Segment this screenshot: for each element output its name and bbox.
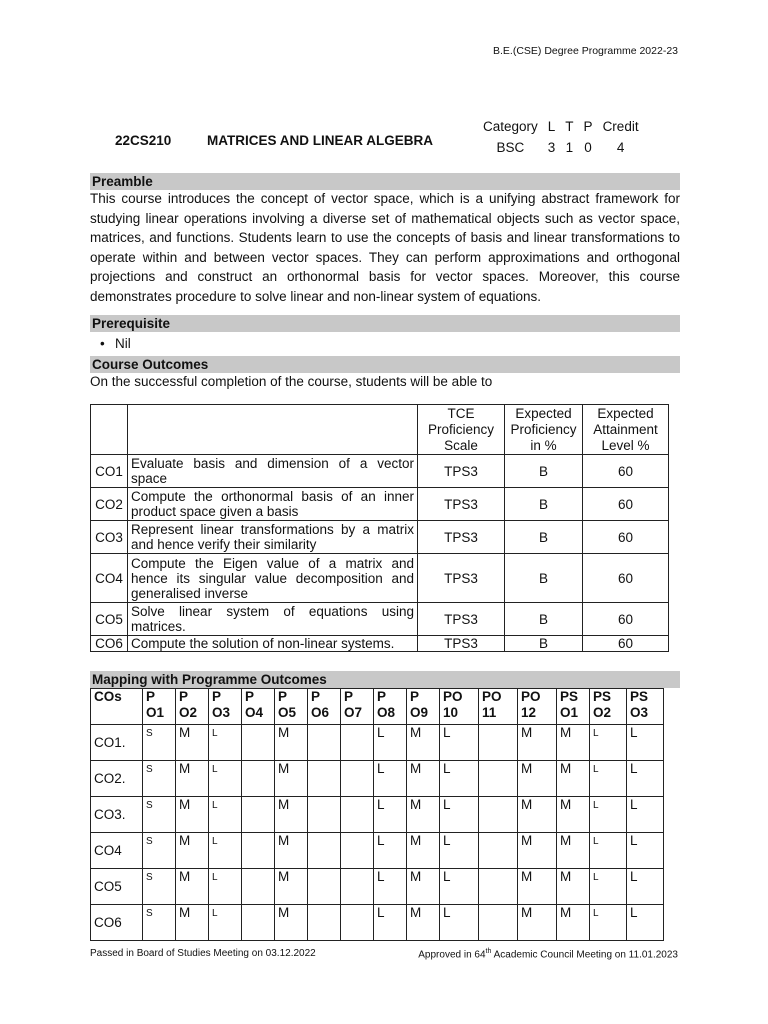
- mapping-level-cell: L: [440, 869, 479, 905]
- prerequisite-heading: Prerequisite: [90, 315, 680, 332]
- co-row: [91, 488, 669, 521]
- mapping-level-cell: L: [374, 761, 407, 797]
- mapping-level-cell: S: [143, 905, 176, 941]
- mapping-level-cell: L: [374, 869, 407, 905]
- co-description: Compute the solution of non-linear systems.: [128, 636, 418, 652]
- mapping-co-id: CO2.: [91, 761, 143, 797]
- co-expected-proficiency: B: [505, 488, 583, 521]
- category-label: Category: [483, 119, 538, 134]
- mapping-row: [91, 797, 664, 833]
- mapping-col-outcome: P O3: [209, 689, 242, 725]
- mapping-level-cell: [341, 833, 374, 869]
- mapping-level-cell: L: [440, 761, 479, 797]
- course-outcomes-heading: Course Outcomes: [90, 356, 680, 373]
- mapping-level-cell: L: [590, 725, 627, 761]
- t-value: 1: [565, 140, 574, 155]
- mapping-level-cell: M: [275, 725, 308, 761]
- mapping-co-id: CO1.: [91, 725, 143, 761]
- mapping-level-cell: L: [440, 905, 479, 941]
- co-col-proficiency: Expected Proficiency in %: [505, 405, 583, 455]
- mapping-col-outcome: PS O1: [557, 689, 590, 725]
- mapping-col-outcome: P O4: [242, 689, 275, 725]
- mapping-level-cell: [308, 869, 341, 905]
- category-credit-table: [478, 116, 644, 158]
- preamble-heading: Preamble: [90, 173, 680, 190]
- co-tce-scale: TPS3: [418, 488, 505, 521]
- mapping-co-id: CO4: [91, 833, 143, 869]
- co-tce-scale: TPS3: [418, 455, 505, 488]
- mapping-level-cell: M: [407, 833, 440, 869]
- mapping-row: [91, 725, 664, 761]
- mapping-level-cell: [479, 797, 518, 833]
- mapping-level-cell: M: [176, 833, 209, 869]
- mapping-level-cell: L: [627, 797, 664, 833]
- co-expected-proficiency: B: [505, 455, 583, 488]
- p-value: 0: [584, 140, 592, 155]
- mapping-level-cell: S: [143, 833, 176, 869]
- mapping-level-cell: S: [143, 797, 176, 833]
- co-description: Evaluate basis and dimension of a vector space: [128, 455, 418, 488]
- mapping-level-cell: L: [590, 761, 627, 797]
- mapping-col-outcome: PO 11: [479, 689, 518, 725]
- mapping-level-cell: L: [209, 797, 242, 833]
- co-expected-proficiency: B: [505, 636, 583, 652]
- mapping-level-cell: [479, 869, 518, 905]
- co-description: Compute the Eigen value of a matrix and hence its singular value decomposition and generalised inverse: [128, 554, 418, 603]
- mapping-co-id: CO6: [91, 905, 143, 941]
- mapping-level-cell: [341, 797, 374, 833]
- mapping-col-outcome: P O2: [176, 689, 209, 725]
- mapping-level-cell: M: [518, 725, 557, 761]
- co-id: CO5: [91, 603, 128, 636]
- mapping-level-cell: M: [176, 797, 209, 833]
- mapping-level-cell: M: [275, 869, 308, 905]
- co-id: CO4: [91, 554, 128, 603]
- co-header-row: [91, 405, 669, 455]
- mapping-row: [91, 869, 664, 905]
- mapping-level-cell: S: [143, 725, 176, 761]
- mapping-col-outcome: PO 12: [518, 689, 557, 725]
- mapping-level-cell: M: [518, 905, 557, 941]
- mapping-col-outcome: P O9: [407, 689, 440, 725]
- mapping-level-cell: [479, 725, 518, 761]
- mapping-level-cell: M: [518, 761, 557, 797]
- mapping-level-cell: [242, 869, 275, 905]
- mapping-level-cell: [341, 869, 374, 905]
- mapping-level-cell: M: [275, 833, 308, 869]
- mapping-level-cell: M: [176, 905, 209, 941]
- mapping-level-cell: [308, 761, 341, 797]
- mapping-level-cell: [479, 833, 518, 869]
- mapping-level-cell: M: [518, 833, 557, 869]
- mapping-level-cell: M: [557, 761, 590, 797]
- mapping-level-cell: L: [627, 905, 664, 941]
- co-row: [91, 636, 669, 652]
- mapping-level-cell: L: [374, 725, 407, 761]
- co-id: CO2: [91, 488, 128, 521]
- mapping-level-cell: [242, 761, 275, 797]
- mapping-col-outcome: PS O3: [627, 689, 664, 725]
- mapping-level-cell: [242, 905, 275, 941]
- mapping-level-cell: S: [143, 869, 176, 905]
- mapping-level-cell: S: [143, 761, 176, 797]
- mapping-level-cell: [308, 725, 341, 761]
- mapping-col-outcome: P O8: [374, 689, 407, 725]
- course-outcomes-table: [90, 404, 669, 652]
- p-label: P: [583, 119, 593, 134]
- mapping-level-cell: M: [557, 869, 590, 905]
- mapping-level-cell: L: [209, 905, 242, 941]
- mapping-level-cell: L: [590, 833, 627, 869]
- mapping-level-cell: L: [374, 905, 407, 941]
- mapping-row: [91, 761, 664, 797]
- co-row: [91, 603, 669, 636]
- co-id: CO3: [91, 521, 128, 554]
- mapping-level-cell: M: [407, 725, 440, 761]
- mapping-level-cell: L: [440, 725, 479, 761]
- mapping-level-cell: L: [590, 797, 627, 833]
- mapping-col-outcome: PO 10: [440, 689, 479, 725]
- co-tce-scale: TPS3: [418, 554, 505, 603]
- mapping-level-cell: M: [557, 725, 590, 761]
- co-id: CO6: [91, 636, 128, 652]
- mapping-row: [91, 833, 664, 869]
- co-attainment-level: 60: [583, 636, 669, 652]
- mapping-col-outcome: P O5: [275, 689, 308, 725]
- prerequisite-item: • Nil: [115, 336, 131, 351]
- mapping-co-id: CO3.: [91, 797, 143, 833]
- mapping-level-cell: M: [407, 905, 440, 941]
- mapping-level-cell: [341, 725, 374, 761]
- co-tce-scale: TPS3: [418, 603, 505, 636]
- mapping-level-cell: [242, 797, 275, 833]
- mapping-level-cell: M: [518, 797, 557, 833]
- po-mapping-table: [90, 688, 664, 941]
- co-attainment-level: 60: [583, 554, 669, 603]
- mapping-level-cell: M: [407, 761, 440, 797]
- mapping-level-cell: L: [374, 797, 407, 833]
- mapping-level-cell: L: [627, 869, 664, 905]
- co-attainment-level: 60: [583, 603, 669, 636]
- course-title: MATRICES AND LINEAR ALGEBRA: [207, 133, 433, 148]
- mapping-level-cell: L: [209, 761, 242, 797]
- credit-value: 4: [616, 140, 625, 155]
- mapping-heading: Mapping with Programme Outcomes: [90, 671, 680, 688]
- mapping-level-cell: M: [407, 797, 440, 833]
- course-outcomes-intro: On the successful completion of the course, students will be able to: [90, 374, 493, 389]
- mapping-level-cell: [308, 833, 341, 869]
- co-col-desc: [128, 405, 418, 455]
- co-attainment-level: 60: [583, 488, 669, 521]
- mapping-level-cell: L: [440, 833, 479, 869]
- mapping-level-cell: M: [275, 905, 308, 941]
- mapping-header-row: [91, 689, 664, 725]
- mapping-level-cell: L: [209, 725, 242, 761]
- mapping-level-cell: [308, 905, 341, 941]
- co-tce-scale: TPS3: [418, 521, 505, 554]
- co-description: Solve linear system of equations using matrices.: [128, 603, 418, 636]
- mapping-row: [91, 905, 664, 941]
- mapping-level-cell: L: [627, 725, 664, 761]
- co-col-id: [91, 405, 128, 455]
- mapping-level-cell: M: [557, 797, 590, 833]
- co-col-scale: TCE Proficiency Scale: [418, 405, 505, 455]
- mapping-level-cell: L: [209, 833, 242, 869]
- mapping-co-id: CO5: [91, 869, 143, 905]
- co-expected-proficiency: B: [505, 603, 583, 636]
- l-label: L: [547, 119, 556, 134]
- mapping-level-cell: M: [176, 725, 209, 761]
- co-attainment-level: 60: [583, 521, 669, 554]
- mapping-level-cell: M: [275, 761, 308, 797]
- mapping-level-cell: M: [176, 869, 209, 905]
- mapping-level-cell: M: [518, 869, 557, 905]
- mapping-level-cell: M: [275, 797, 308, 833]
- t-label: T: [565, 119, 574, 134]
- programme-header: B.E.(CSE) Degree Programme 2022-23: [493, 45, 678, 57]
- mapping-level-cell: L: [590, 905, 627, 941]
- mapping-level-cell: [341, 905, 374, 941]
- co-expected-proficiency: B: [505, 521, 583, 554]
- mapping-level-cell: M: [557, 905, 590, 941]
- preamble-text: This course introduces the concept of vector space, which is a unifying abstract framework for studying linear operations involving a diverse set of mathematical objects such as vector space, matrices, and functions. Students learn to use the concepts of basis and linear transformations to operate within and between vector spaces. They can perform approximations and orthogonal projections and construct an orthonormal basis for vector spaces. Moreover, this course demonstrates procedure to solve linear and non-linear system of equations.: [90, 191, 680, 304]
- mapping-col-outcome: P O1: [143, 689, 176, 725]
- mapping-col-cos: COs: [91, 689, 143, 725]
- mapping-level-cell: [341, 761, 374, 797]
- co-tce-scale: TPS3: [418, 636, 505, 652]
- mapping-level-cell: [479, 761, 518, 797]
- co-description: Represent linear transformations by a matrix and hence verify their similarity: [128, 521, 418, 554]
- mapping-level-cell: L: [627, 833, 664, 869]
- co-expected-proficiency: B: [505, 554, 583, 603]
- co-description: Compute the orthonormal basis of an inner product space given a basis: [128, 488, 418, 521]
- mapping-level-cell: M: [557, 833, 590, 869]
- footer-bos-meeting: Passed in Board of Studies Meeting on 03.12.2022: [90, 948, 316, 959]
- l-value: 3: [547, 140, 556, 155]
- mapping-level-cell: L: [209, 869, 242, 905]
- mapping-level-cell: [242, 725, 275, 761]
- co-row: [91, 521, 669, 554]
- mapping-level-cell: [308, 797, 341, 833]
- mapping-level-cell: M: [407, 869, 440, 905]
- credit-label: Credit: [602, 119, 639, 134]
- mapping-col-outcome: P O6: [308, 689, 341, 725]
- category-value: BSC: [496, 140, 525, 155]
- mapping-col-outcome: P O7: [341, 689, 374, 725]
- mapping-level-cell: L: [440, 797, 479, 833]
- co-col-attainment: Expected Attainment Level %: [583, 405, 669, 455]
- mapping-level-cell: [479, 905, 518, 941]
- footer-council-meeting: Approved in 64th Academic Council Meeting on 11.01.2023: [418, 948, 678, 961]
- mapping-level-cell: L: [627, 761, 664, 797]
- mapping-level-cell: L: [374, 833, 407, 869]
- co-attainment-level: 60: [583, 455, 669, 488]
- mapping-level-cell: L: [590, 869, 627, 905]
- mapping-level-cell: M: [176, 761, 209, 797]
- mapping-col-outcome: PS O2: [590, 689, 627, 725]
- co-row: [91, 455, 669, 488]
- mapping-level-cell: [242, 833, 275, 869]
- co-id: CO1: [91, 455, 128, 488]
- co-row: [91, 554, 669, 603]
- course-code: 22CS210: [115, 133, 172, 148]
